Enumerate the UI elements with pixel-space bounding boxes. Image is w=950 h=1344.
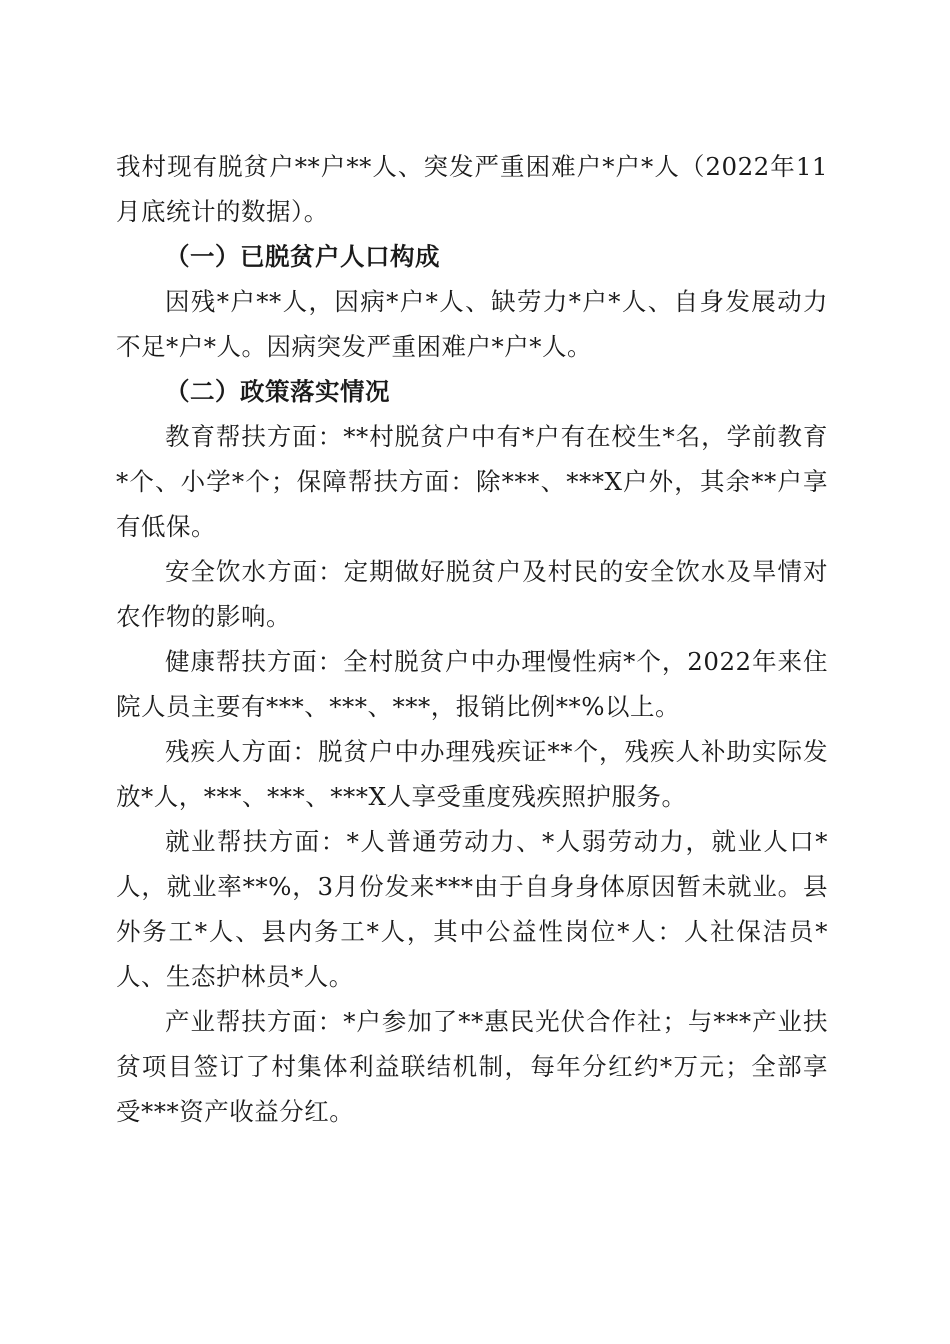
water-paragraph: 安全饮水方面：定期做好脱贫户及村民的安全饮水及旱情对农作物的影响。: [116, 557, 828, 631]
education-paragraph: 教育帮扶方面：**村脱贫户中有*户有在校生*名，学前教育*个、小学*个；保障帮扶方面：除***、***X户外，其余**户享有低保。: [116, 422, 828, 541]
section-heading-population: （一）已脱贫户人口构成: [165, 242, 440, 271]
employment-paragraph: 就业帮扶方面：*人普通劳动力、*人弱劳动力，就业人口*人，就业率**%，3月份发来***由于自身身体原因暂未就业。县外务工*人、县内务工*人，其中公益性岗位*人：人社保洁员*人、生态护林员*人。: [116, 827, 828, 991]
industry-paragraph: 产业帮扶方面：*户参加了**惠民光伏合作社；与***产业扶贫项目签订了村集体利益联结机制，每年分红约*万元；全部享受***资产收益分红。: [116, 1007, 828, 1126]
health-paragraph: 健康帮扶方面：全村脱贫户中办理慢性病*个，2022年来住院人员主要有***、***、***，报销比例**%以上。: [116, 647, 828, 721]
section-heading-policy: （二）政策落实情况: [165, 377, 390, 406]
intro-paragraph: 我村现有脱贫户**户**人、突发严重困难户*户*人（2022年11月底统计的数据）。: [116, 152, 828, 226]
population-paragraph: 因残*户**人，因病*户*人、缺劳力*户*人、自身发展动力不足*户*人。因病突发严重困难户*户*人。: [116, 287, 828, 361]
disability-paragraph: 残疾人方面：脱贫户中办理残疾证**个，残疾人补助实际发放*人，***、***、***X人享受重度残疾照护服务。: [116, 737, 828, 811]
document-page: [116, 144, 828, 1134]
